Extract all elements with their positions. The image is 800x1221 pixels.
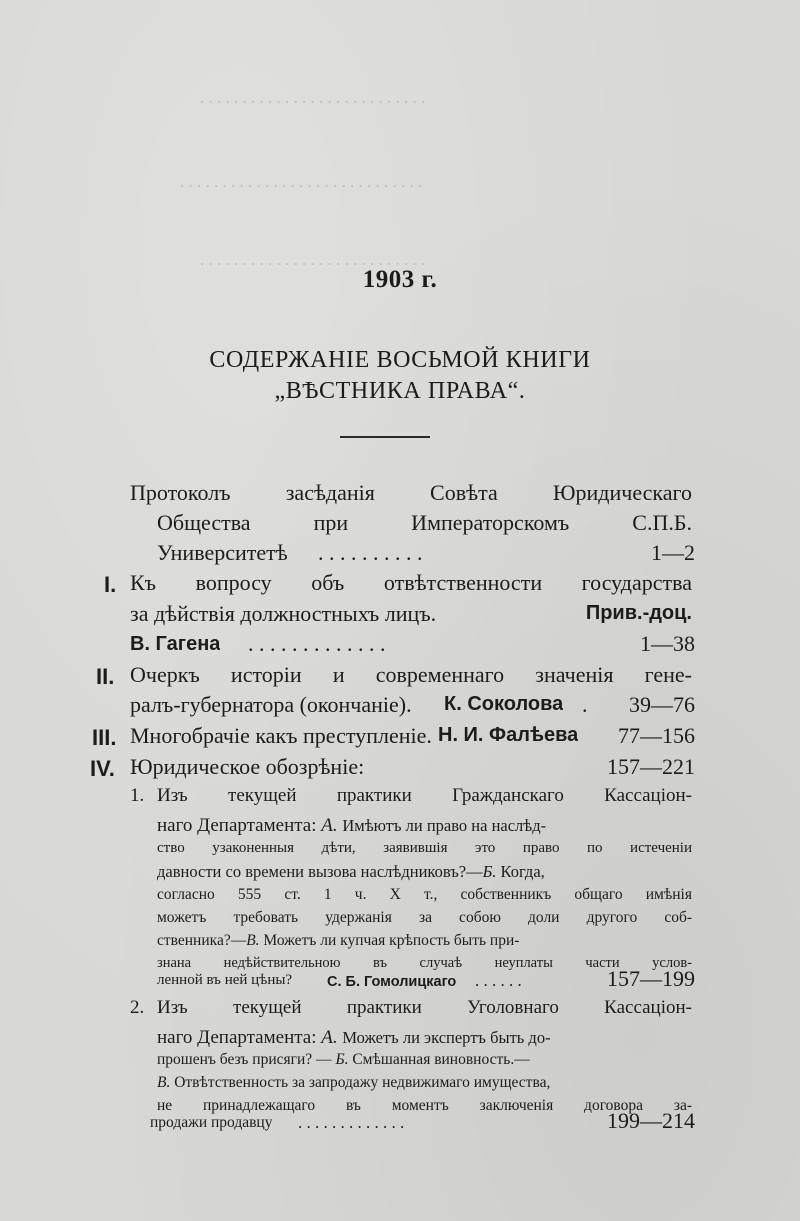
entry-line: Многобрачіе какъ преступленіе. bbox=[130, 723, 432, 748]
entry-line: Изъ текущей практики Гражданскаго Кассаціон- bbox=[157, 785, 692, 806]
entry-line: наго Департамента: А. Можетъ ли экспертъ быть до- bbox=[157, 1027, 551, 1048]
subentry-number: 2. bbox=[130, 997, 145, 1018]
bleed-through-text: . . . . . . . . . . . . . . . . . . . . . . . . . . . . . bbox=[180, 172, 423, 191]
entry-line: знана недѣйствительною въ случаѣ неуплаты части услов- bbox=[157, 955, 692, 971]
entry-number: II. bbox=[96, 664, 115, 689]
page-range: 39—76 bbox=[629, 692, 695, 717]
subentry-number: 1. bbox=[130, 785, 145, 806]
entry-line: Очеркъ исторіи и современнаго значенія гене- bbox=[130, 662, 692, 687]
entry-line: согласно 555 ст. 1 ч. Х т., собственникъ общаго имѣнія bbox=[157, 886, 692, 903]
page-range: 157—221 bbox=[607, 754, 695, 779]
page-range: 199—214 bbox=[607, 1108, 695, 1133]
bleed-through-text: . . . . . . . . . . . . . . . . . . . . . . . . . . . bbox=[200, 250, 426, 269]
year-heading: 1903 г. bbox=[362, 266, 438, 293]
author-name: С. Б. Гомолицкаго bbox=[327, 974, 457, 990]
page-range: 157—199 bbox=[607, 966, 695, 991]
entry-line: ленной въ ней цѣны? bbox=[157, 972, 293, 988]
entry-number: I. bbox=[104, 572, 117, 597]
dot-leader: . bbox=[582, 692, 588, 717]
author-name: Н. И. Фалѣева bbox=[438, 724, 579, 746]
author-name: К. Соколова bbox=[444, 693, 564, 715]
entry-line: Протоколъ засѣданія Совѣта Юридическаго bbox=[130, 480, 692, 505]
entry-line: продажи продавцу bbox=[150, 1114, 273, 1131]
dot-leader: . . . . . . bbox=[475, 971, 522, 990]
entry-line: давности со времени вызова наслѣдниковъ?—Б. Когда, bbox=[157, 862, 545, 881]
entry-line: Къ вопросу объ отвѣтственности государства bbox=[130, 570, 692, 595]
page-range: 1—38 bbox=[640, 631, 695, 656]
bleed-through-text: . . . . . . . . . . . . . . . . . . . . . . . . . . . bbox=[200, 88, 426, 107]
entry-line: Юридическое обозрѣніе: bbox=[130, 754, 365, 779]
entry-line: за дѣйствія должностныхъ лицъ. bbox=[130, 601, 437, 626]
entry-line: ралъ-губернатора (окончаніе). bbox=[130, 692, 412, 717]
contents-title: СОДЕРЖАНІЕ ВОСЬМОЙ КНИГИ bbox=[209, 347, 591, 373]
author-name: В. Гагена bbox=[130, 633, 221, 655]
dot-leader: . . . . . . . . . . . . . bbox=[298, 1113, 405, 1132]
divider bbox=[340, 436, 430, 438]
entry-number: IV. bbox=[90, 756, 115, 781]
entry-line: не принадлежащаго въ моментъ заключенія договора за- bbox=[157, 1097, 692, 1114]
entry-line: В. Отвѣтственность за запродажу недвижимаго имущества, bbox=[157, 1074, 551, 1091]
entry-line: Изъ текущей практики Уголовнаго Кассаціон- bbox=[157, 997, 692, 1018]
entry-line: прошенъ безъ присяги? — Б. Смѣшанная виновность.— bbox=[157, 1051, 530, 1068]
entry-line: можетъ требовать удержанія за собою доли другого соб- bbox=[157, 909, 692, 926]
entry-line: ственника?—В. Можетъ ли купчая крѣпость быть при- bbox=[157, 932, 520, 949]
entry-line: Общества при Императорскомъ С.П.Б. bbox=[157, 510, 692, 535]
page-range: 1—2 bbox=[651, 540, 695, 565]
dot-leader: . . . . . . . . . . bbox=[318, 540, 423, 565]
dot-leader: . . . . . . . . . . . . . bbox=[248, 631, 386, 656]
entry-line: ство узаконенныя дѣти, заявившія это право по истеченіи bbox=[157, 840, 692, 856]
journal-title: „ВѢСТНИКА ПРАВА“. bbox=[274, 378, 526, 404]
entry-line: Университетѣ bbox=[157, 540, 288, 565]
entry-line: наго Департамента: А. Имѣютъ ли право на наслѣд- bbox=[157, 815, 547, 836]
author-title: Прив.-доц. bbox=[585, 602, 692, 624]
entry-number: III. bbox=[92, 725, 117, 750]
page-range: 77—156 bbox=[618, 723, 695, 748]
